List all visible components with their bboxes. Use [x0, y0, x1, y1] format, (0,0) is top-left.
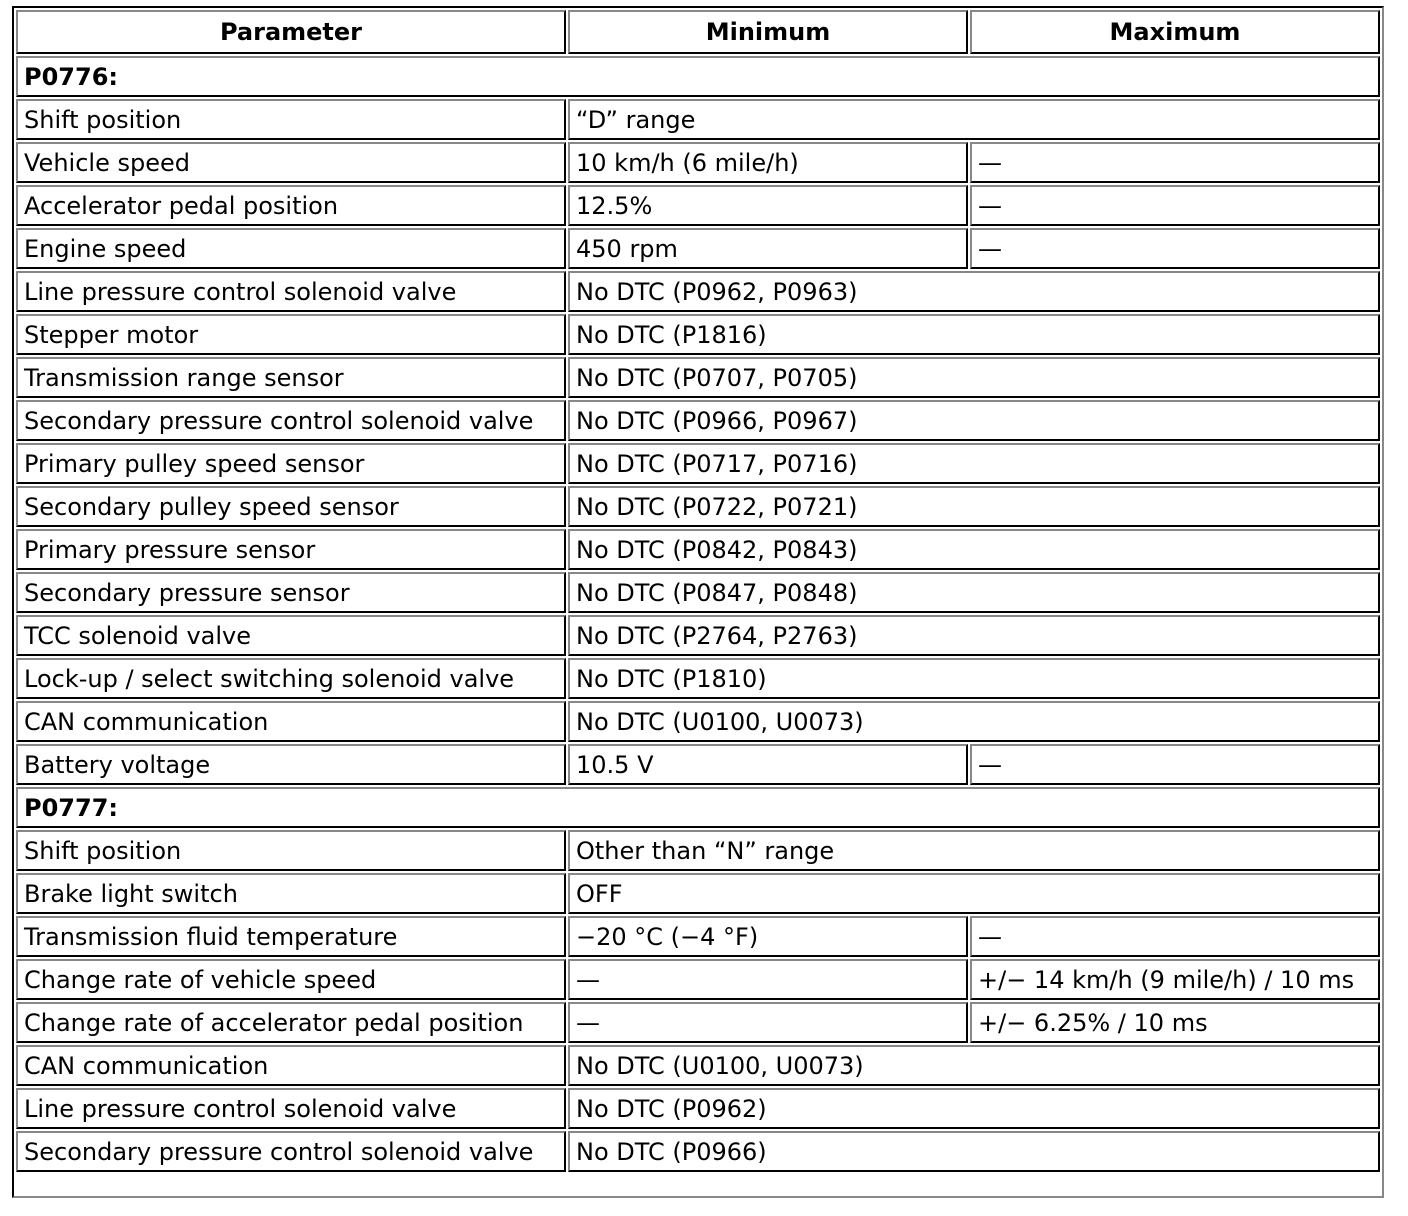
header-minimum: Minimum [568, 10, 968, 54]
table-row [16, 1088, 1380, 1129]
minimum-cell: No DTC (P0962, P0963) [568, 271, 1380, 312]
minimum-cell: No DTC (P1810) [568, 658, 1380, 699]
minimum-cell: 10.5 V [568, 744, 968, 785]
table-row [16, 185, 1380, 226]
table-row [16, 400, 1380, 441]
minimum-cell: “D” range [568, 99, 1380, 140]
table-row [16, 830, 1380, 871]
table-row [16, 959, 1380, 1000]
parameter-cell: Shift position [16, 99, 566, 140]
table-row [16, 314, 1380, 355]
parameter-cell: Shift position [16, 830, 566, 871]
table-row [16, 271, 1380, 312]
section-title: P0777: [16, 787, 1380, 828]
minimum-cell: No DTC (P0717, P0716) [568, 443, 1380, 484]
maximum-cell: — [970, 744, 1380, 785]
parameter-cell: Change rate of vehicle speed [16, 959, 566, 1000]
parameter-cell: CAN communication [16, 1045, 566, 1086]
minimum-cell: No DTC (P0847, P0848) [568, 572, 1380, 613]
maximum-cell: +/− 6.25% / 10 ms [970, 1002, 1380, 1043]
parameter-cell: Brake light switch [16, 873, 566, 914]
maximum-cell: — [970, 185, 1380, 226]
parameter-cell: Transmission fluid temperature [16, 916, 566, 957]
maximum-cell: +/− 14 km/h (9 mile/h) / 10 ms [970, 959, 1380, 1000]
parameter-cell: Accelerator pedal position [16, 185, 566, 226]
maximum-cell: — [970, 142, 1380, 183]
table-row [16, 744, 1380, 785]
minimum-cell: — [568, 959, 968, 1000]
table-row [16, 916, 1380, 957]
minimum-cell: No DTC (U0100, U0073) [568, 701, 1380, 742]
parameter-cell: CAN communication [16, 701, 566, 742]
minimum-cell: 12.5% [568, 185, 968, 226]
parameter-cell: Line pressure control solenoid valve [16, 1088, 566, 1129]
parameter-cell: Line pressure control solenoid valve [16, 271, 566, 312]
minimum-cell: 450 rpm [568, 228, 968, 269]
table-row [16, 1045, 1380, 1086]
table-body [16, 56, 1380, 1172]
parameter-cell: Lock-up / select switching solenoid valve [16, 658, 566, 699]
table-row [16, 615, 1380, 656]
parameter-cell: Stepper motor [16, 314, 566, 355]
minimum-cell: 10 km/h (6 mile/h) [568, 142, 968, 183]
parameter-table [14, 8, 1382, 1174]
parameter-cell: Vehicle speed [16, 142, 566, 183]
maximum-cell: — [970, 228, 1380, 269]
table-row [16, 1131, 1380, 1172]
minimum-cell: — [568, 1002, 968, 1043]
section-row [16, 787, 1380, 828]
section-row [16, 56, 1380, 97]
minimum-cell: No DTC (P0962) [568, 1088, 1380, 1129]
table-row [16, 1002, 1380, 1043]
minimum-cell: No DTC (P0707, P0705) [568, 357, 1380, 398]
table-row [16, 142, 1380, 183]
minimum-cell: No DTC (U0100, U0073) [568, 1045, 1380, 1086]
minimum-cell: No DTC (P1816) [568, 314, 1380, 355]
minimum-cell: No DTC (P2764, P2763) [568, 615, 1380, 656]
minimum-cell: No DTC (P0722, P0721) [568, 486, 1380, 527]
table-row [16, 658, 1380, 699]
parameter-cell: Secondary pressure control solenoid valve [16, 400, 566, 441]
minimum-cell: −20 °C (−4 °F) [568, 916, 968, 957]
table-row [16, 357, 1380, 398]
table-row [16, 443, 1380, 484]
parameter-cell: Engine speed [16, 228, 566, 269]
header-parameter: Parameter [16, 10, 566, 54]
table-row [16, 99, 1380, 140]
table-row [16, 873, 1380, 914]
table-row [16, 572, 1380, 613]
section-title: P0776: [16, 56, 1380, 97]
parameter-cell: Change rate of accelerator pedal position [16, 1002, 566, 1043]
parameter-cell: Primary pressure sensor [16, 529, 566, 570]
parameter-cell: Battery voltage [16, 744, 566, 785]
parameter-cell: Secondary pressure control solenoid valve [16, 1131, 566, 1172]
parameter-cell: Primary pulley speed sensor [16, 443, 566, 484]
parameter-cell: Transmission range sensor [16, 357, 566, 398]
table-row [16, 701, 1380, 742]
minimum-cell: No DTC (P0966) [568, 1131, 1380, 1172]
minimum-cell: No DTC (P0842, P0843) [568, 529, 1380, 570]
header-maximum: Maximum [970, 10, 1380, 54]
parameter-cell: TCC solenoid valve [16, 615, 566, 656]
header-row [16, 10, 1380, 54]
table-row [16, 228, 1380, 269]
minimum-cell: OFF [568, 873, 1380, 914]
table-row [16, 529, 1380, 570]
maximum-cell: — [970, 916, 1380, 957]
parameter-cell: Secondary pulley speed sensor [16, 486, 566, 527]
table-row [16, 486, 1380, 527]
parameter-cell: Secondary pressure sensor [16, 572, 566, 613]
minimum-cell: No DTC (P0966, P0967) [568, 400, 1380, 441]
minimum-cell: Other than “N” range [568, 830, 1380, 871]
